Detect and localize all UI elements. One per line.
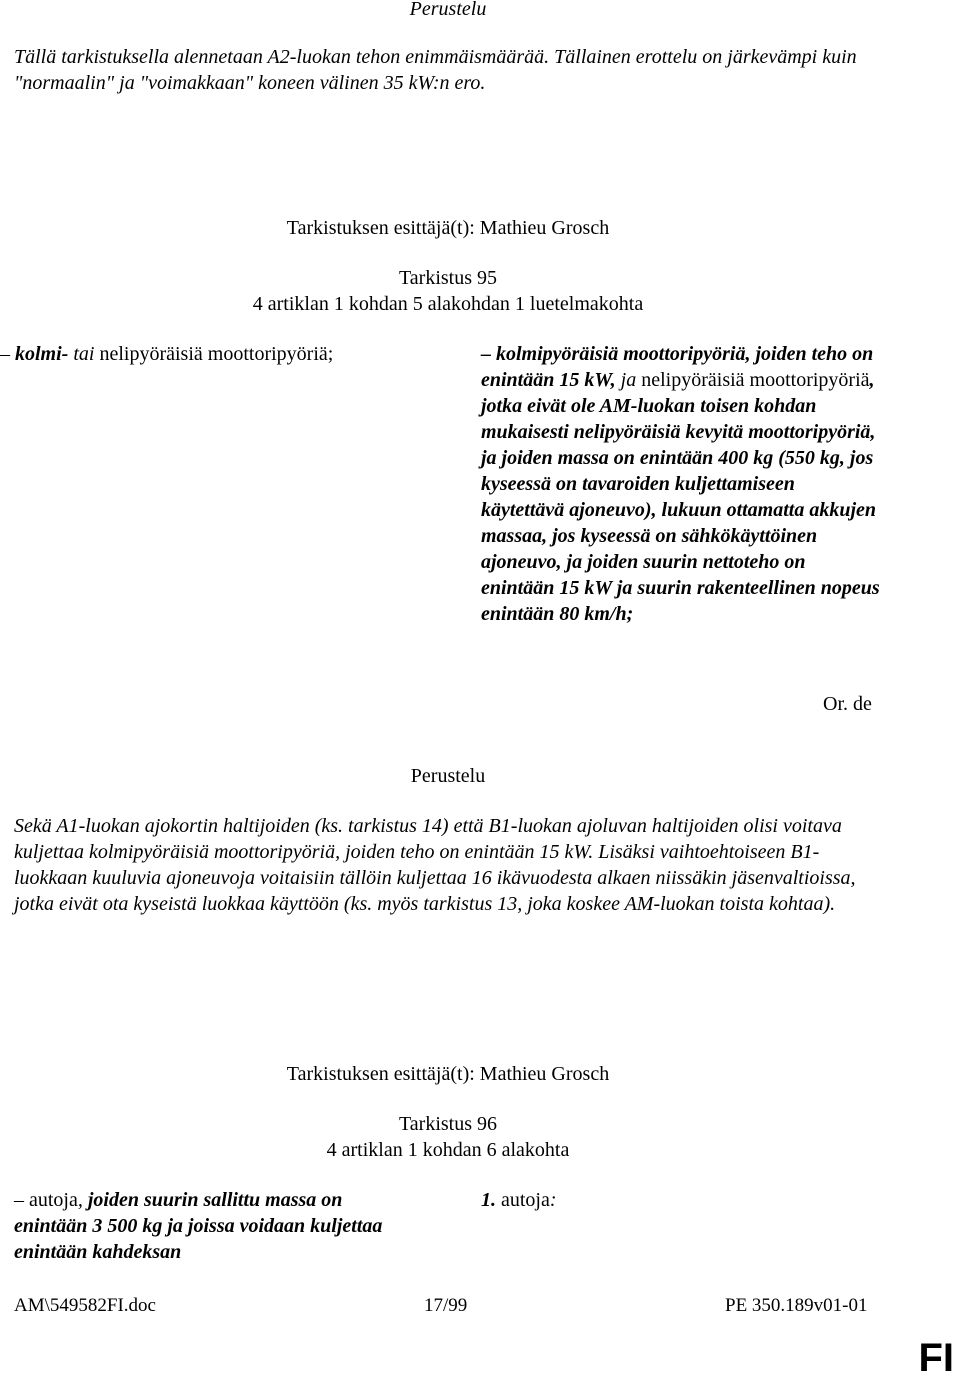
unchanged-text: – autoja: [14, 1189, 78, 1211]
deleted-text: joiden suurin sallittu massa on enintään 3 500 kg ja joissa voidaan kuljettaa enintään kahdeksan: [14, 1189, 383, 1263]
amendment-96-author: Tarkistuksen esittäjä(t): Mathieu Grosch: [286, 1063, 610, 1085]
amendment-95-author: Tarkistuksen esittäjä(t): Mathieu Grosch: [286, 217, 610, 239]
added-text-2: ja: [615, 369, 637, 391]
language-mark: FI: [918, 1336, 954, 1380]
amendment-95-amended-text: [481, 341, 881, 627]
amendment-96-reference: 4 artiklan 1 kohdan 6 alakohta: [326, 1139, 570, 1161]
unchanged-text: nelipyöräisiä moottoripyöriä;: [94, 343, 334, 365]
added-text-3: , jotka eivät ole AM-luokan toisen kohdan mukaisesti nelipyöräisiä kevyitä moottoripyöriä, ja joiden massa on enintään 400 kg (550 kg, jos kyseessä on tavaroiden kuljettamiseen käytettävä ajoneuvo), lukuun ottamatta akkujen massaa, jos kyseessä on sähkökäyttöinen ajoneuvo, ja joiden suurin nettoteho on enintään 15 kW ja suurin rakenteellinen nopeus enintään 80 km/h;: [481, 369, 880, 625]
justification-heading-top: Perustelu: [409, 0, 487, 20]
unchanged-text: nelipyöräisiä moottoripyöriä: [636, 369, 870, 391]
footer-page-number: 17/99: [424, 1295, 468, 1316]
dash: –: [0, 343, 15, 365]
deleted-text: kolmi-: [15, 343, 69, 365]
amendment-95-reference: 4 artiklan 1 kohdan 5 alakohdan 1 luetelmakohta: [252, 293, 644, 315]
changed-punctuation: ,: [77, 1189, 83, 1211]
amendment-95-number: Tarkistus 95: [398, 267, 498, 289]
unchanged-text: autoja: [496, 1189, 550, 1211]
justification-paragraph-top: Tällä tarkistuksella alennetaan A2-luokan tehon enimmäismäärää. Tällainen erottelu on järkevämpi kuin "normaalin" ja "voimakkaan" koneen välinen 35 kW:n ero.: [14, 46, 857, 94]
added-number: 1.: [481, 1189, 496, 1211]
footer-doc-ref: AM\549582FI.doc: [14, 1295, 156, 1316]
amendment-96-original-text: [14, 1187, 414, 1265]
amendment-95-original-text: [0, 341, 420, 367]
footer-pe-ref: PE 350.189v01-01: [725, 1295, 868, 1316]
justification-heading-95: Perustelu: [410, 765, 486, 787]
original-language: Or. de: [823, 693, 872, 715]
added-colon: :: [549, 1189, 557, 1211]
amendment-96-amended-text: [481, 1187, 881, 1213]
added-text-1: – kolmipyöräisiä moottoripyöriä, joiden teho on enintään 15 kW,: [481, 343, 874, 391]
deleted-word: tai: [73, 343, 95, 365]
justification-paragraph-95: Sekä A1-luokan ajokortin haltijoiden (ks. tarkistus 14) että B1-luokan ajoluvan haltijoiden olisi voitava kuljettaa kolmipyöräisiä moottoripyöriä, joiden teho on enintään 15 kW. Lisäksi vaihtoehtoiseen B1-luokkaan kuuluvia ajoneuvoja voitaisiin tällöin kuljettaa 16 ikävuodesta alkaen niissäkin jäsenvaltioissa, jotka eivät ota kyseistä luokkaa käyttöön (ks. myös tarkistus 13, joka koskee AM-luokan toista kohtaa).: [14, 815, 856, 915]
amendment-96-number: Tarkistus 96: [398, 1113, 498, 1135]
